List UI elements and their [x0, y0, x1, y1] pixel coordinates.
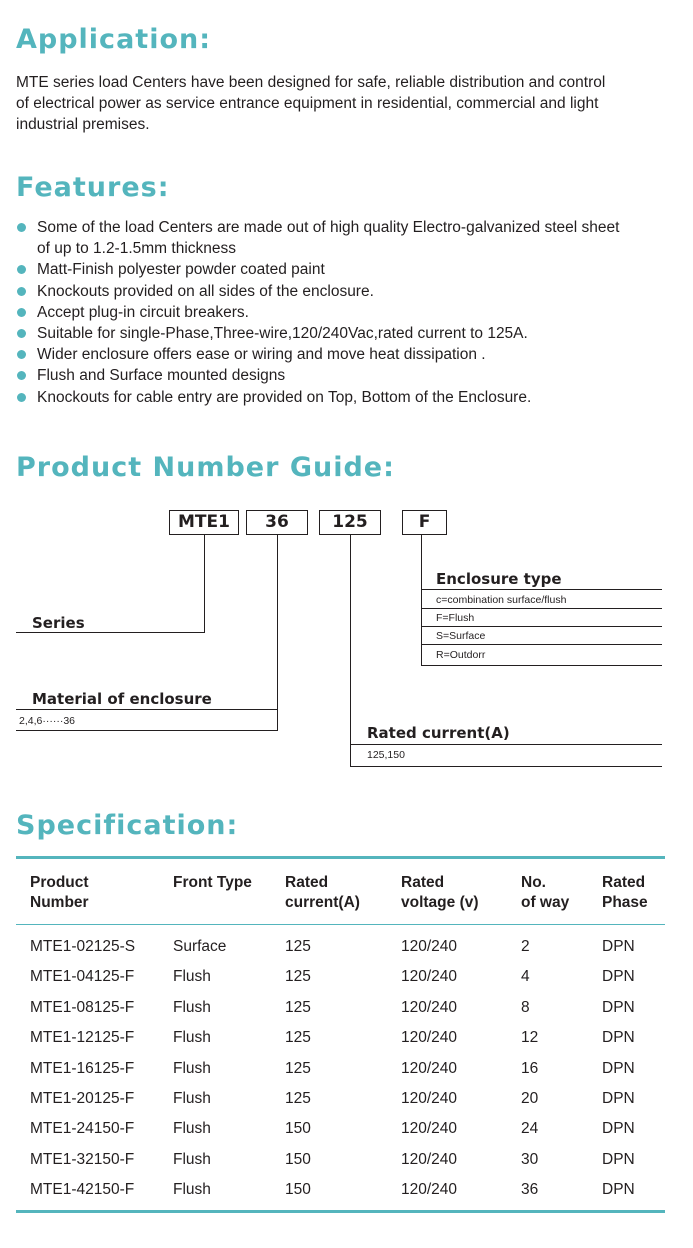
feature-text: Wider enclosure offers ease or wiring and move heat dissipation . [37, 346, 486, 364]
cell-product-number: MTE1-08125-F [30, 998, 135, 1016]
connector-line [421, 608, 662, 609]
feature-item [16, 323, 681, 344]
cell-rated-current: 150 [285, 1120, 311, 1138]
col-header-rated-current: Rated current(A) [285, 874, 360, 911]
feature-text: of up to 1.2-1.5mm thickness [37, 240, 237, 258]
application-text [16, 72, 676, 135]
rated-current-values: 125,150 [367, 749, 405, 761]
cell-rated-voltage: 120/240 [401, 938, 458, 955]
table-header-rule [16, 924, 665, 925]
cell-front-type: Surface [173, 938, 227, 955]
bullet-icon [17, 329, 26, 338]
application-line: of electrical power as service entrance equipment in residential, commercial and light [16, 95, 599, 112]
cell-rated-voltage: 120/240 [401, 968, 458, 986]
enclosure-option: S=Surface [436, 630, 486, 642]
application-line: MTE series load Centers have been designed for safe, reliable distribution and control [16, 74, 606, 91]
connector-line [16, 730, 278, 731]
cell-front-type: Flush [173, 968, 211, 986]
col-header-front-type: Front Type [173, 874, 252, 891]
bullet-icon [17, 265, 26, 274]
connector-line [421, 535, 422, 666]
enclosure-option: R=Outdorr [436, 649, 486, 661]
cell-no-of-way: 24 [521, 1120, 539, 1138]
cell-front-type: Flush [173, 1120, 211, 1138]
cell-rated-current: 125 [285, 1090, 311, 1107]
features-list [16, 217, 681, 408]
connector-line [421, 626, 662, 627]
table-bottom-rule [16, 1210, 665, 1213]
connector-line [16, 632, 205, 633]
cell-rated-voltage: 120/240 [401, 1059, 458, 1077]
col-header-rated-phase: Rated Phase [602, 874, 648, 911]
features-heading: Features: [16, 172, 170, 203]
cell-rated-voltage: 120/240 [401, 1120, 458, 1138]
cell-product-number: MTE1-04125-F [30, 968, 135, 986]
series-label: Series [32, 614, 85, 632]
cell-no-of-way: 20 [521, 1090, 539, 1107]
material-values: 2,4,6······36 [19, 715, 76, 727]
enclosure-type-label: Enclosure type [436, 570, 562, 588]
cell-rated-voltage: 120/240 [401, 1181, 458, 1199]
feature-item [16, 365, 681, 386]
col-header-no-of-way: No. of way [521, 874, 570, 911]
specification-heading: Specification: [16, 810, 239, 841]
cell-rated-current: 150 [285, 1150, 311, 1168]
bullet-icon [17, 350, 26, 359]
enclosure-option: F=Flush [436, 612, 475, 624]
code-box-series: MTE1 [169, 510, 239, 535]
cell-rated-phase: DPN [602, 998, 635, 1016]
bullet-icon [17, 308, 26, 317]
feature-text: Flush and Surface mounted designs [37, 367, 286, 385]
cell-rated-current: 125 [285, 1059, 311, 1077]
cell-rated-current: 125 [285, 968, 311, 986]
cell-no-of-way: 36 [521, 1181, 539, 1199]
feature-text: Knockouts for cable entry are provided on Top, Bottom of the Enclosure. [37, 388, 532, 406]
cell-rated-phase: DPN [602, 1120, 635, 1138]
feature-item [16, 344, 681, 365]
cell-no-of-way: 12 [521, 1029, 539, 1047]
table-top-rule [16, 856, 665, 859]
cell-rated-phase: DPN [602, 1059, 635, 1077]
cell-rated-phase: DPN [602, 938, 635, 955]
cell-rated-current: 125 [285, 938, 311, 955]
material-label: Material of enclosure [32, 690, 212, 708]
cell-product-number: MTE1-24150-F [30, 1120, 135, 1138]
code-box-enclosure: F [402, 510, 447, 535]
connector-line [350, 766, 662, 767]
cell-no-of-way: 8 [521, 998, 530, 1016]
feature-item [16, 302, 681, 323]
cell-front-type: Flush [173, 1090, 211, 1107]
cell-rated-phase: DPN [602, 1181, 635, 1199]
cell-no-of-way: 2 [521, 938, 530, 955]
connector-line [421, 589, 662, 590]
cell-product-number: MTE1-02125-S [30, 938, 136, 955]
bullet-icon [17, 287, 26, 296]
connector-line [16, 709, 278, 710]
feature-item [16, 281, 681, 302]
feature-text: Matt-Finish polyester powder coated paint [37, 261, 325, 279]
cell-rated-voltage: 120/240 [401, 1090, 458, 1107]
feature-text: Knockouts provided on all sides of the enclosure. [37, 282, 374, 300]
application-line: industrial premises. [16, 116, 150, 133]
cell-product-number: MTE1-20125-F [30, 1090, 135, 1107]
connector-line [204, 535, 205, 633]
connector-line [350, 535, 351, 766]
cell-rated-phase: DPN [602, 1029, 635, 1047]
col-header-product-number: Product Number [30, 874, 89, 911]
cell-rated-phase: DPN [602, 1090, 635, 1107]
cell-front-type: Flush [173, 1150, 211, 1168]
cell-rated-current: 150 [285, 1181, 311, 1199]
cell-rated-phase: DPN [602, 968, 635, 986]
cell-product-number: MTE1-32150-F [30, 1150, 135, 1168]
guide-heading: Product Number Guide: [16, 452, 395, 483]
cell-no-of-way: 16 [521, 1059, 539, 1077]
connector-line [421, 644, 662, 645]
cell-rated-current: 125 [285, 998, 311, 1016]
col-header-rated-voltage: Rated voltage (v) [401, 874, 479, 911]
cell-rated-phase: DPN [602, 1150, 635, 1168]
enclosure-option: c=combination surface/flush [436, 594, 567, 606]
cell-rated-voltage: 120/240 [401, 1029, 458, 1047]
code-box-material: 36 [246, 510, 308, 535]
feature-text: Suitable for single-Phase,Three-wire,120/240Vac,rated current to 125A. [37, 325, 528, 343]
cell-front-type: Flush [173, 998, 211, 1016]
cell-product-number: MTE1-42150-F [30, 1181, 135, 1199]
connector-line [421, 665, 662, 666]
connector-line [277, 535, 278, 731]
feature-item [16, 217, 681, 259]
cell-rated-current: 125 [285, 1029, 311, 1047]
bullet-icon [17, 371, 26, 380]
cell-front-type: Flush [173, 1029, 211, 1047]
bullet-icon [17, 393, 26, 402]
cell-product-number: MTE1-12125-F [30, 1029, 135, 1047]
bullet-icon [17, 223, 26, 232]
code-box-rated: 125 [319, 510, 381, 535]
cell-no-of-way: 30 [521, 1150, 539, 1168]
cell-front-type: Flush [173, 1181, 211, 1199]
cell-product-number: MTE1-16125-F [30, 1059, 135, 1077]
rated-current-label: Rated current(A) [367, 724, 510, 742]
cell-front-type: Flush [173, 1059, 211, 1077]
application-heading: Application: [16, 24, 212, 55]
feature-text: Accept plug-in circuit breakers. [37, 303, 249, 321]
cell-rated-voltage: 120/240 [401, 998, 458, 1016]
feature-item [16, 259, 681, 280]
feature-item [16, 387, 681, 408]
feature-text: Some of the load Centers are made out of high quality Electro-galvanized steel sheet [37, 219, 620, 236]
cell-no-of-way: 4 [521, 968, 530, 986]
cell-rated-voltage: 120/240 [401, 1150, 458, 1168]
connector-line [350, 744, 662, 745]
